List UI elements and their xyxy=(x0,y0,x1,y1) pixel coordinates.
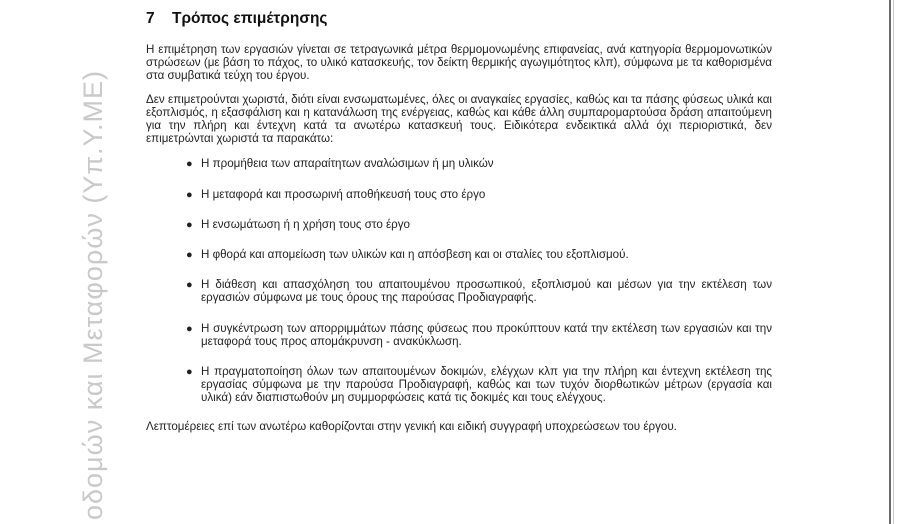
list-item-text: Η διάθεση και απασχόληση του απαιτουμένου προσωπικού, εξοπλισμού και μέσων για την εκτέλεση των εργασιών σύμφωνα με τους όρους της παρούσας Προδιαγραφής. xyxy=(201,278,772,305)
exclusions-list xyxy=(146,157,772,404)
bullet-icon: ● xyxy=(186,249,193,262)
section-title: Τρόπος επιμέτρησης xyxy=(172,10,328,27)
paragraph-measurement: Η επιμέτρηση των εργασιών γίνεται σε τετραγωνικά μέτρα θερμομονωμένης επιφανείας, ανά κατηγορία θερμομονωτικών στρώσεων (με βάση το πάχος, το υλικό κατασκευής, τον δείκτη θερμικής αγωγιμότητος κλπ), σύμφωνα με τα καθορισμένα στα συμβατικά τεύχη του έργου. xyxy=(146,43,772,83)
list-item xyxy=(146,157,772,170)
bullet-icon: ● xyxy=(186,322,193,335)
document-body xyxy=(146,10,772,433)
list-item xyxy=(146,248,772,261)
bullet-icon: ● xyxy=(186,158,193,171)
list-item-text: Η προμήθεια των απαραίτητων αναλώσιμων ή μη υλικών xyxy=(201,157,494,171)
list-item-text: Η πραγματοποίηση όλων των απαιτουμένων δοκιμών, ελέγχων κλπ για την πλήρη και έντεχνη εκτέλεση της εργασίας σύμφωνα με την παρούσα Προδιαγραφή, καθώς και των τυχόν διορθωτικών μέτρων (εργασία και υλικά) εάν διαπιστωθούν μη συμμορφώσεις κατά τις δοκιμές και τους ελέγχους. xyxy=(201,365,772,405)
bullet-icon: ● xyxy=(186,279,193,292)
bullet-icon: ● xyxy=(186,218,193,231)
paragraph-closing: Λεπτομέρειες επί των ανωτέρω καθορίζονται στην γενική και ειδική συγγραφή υποχρεώσεων του έργου. xyxy=(146,419,677,433)
list-item-text: Η μεταφορά και προσωρινή αποθήκευσή τους στο έργο xyxy=(201,187,486,201)
list-item xyxy=(146,278,772,304)
list-item xyxy=(146,322,772,348)
bullet-icon: ● xyxy=(186,366,193,379)
list-item-text: Η ενσωμάτωση ή η χρήση τους στο έργο xyxy=(201,217,410,231)
list-item-text: Η φθορά και απομείωση των υλικών και η απόσβεση και οι σταλίες του εξοπλισμού. xyxy=(201,248,629,262)
paragraph-not-measured: Δεν επιμετρούνται χωριστά, διότι είναι ενσωματωμένες, όλες οι αναγκαίες εργασίες, καθώς και τα πάσης φύσεως υλικά και εξοπλισμός, η εξασφάλιση και η κατανάλωση της ενέργειας, καθώς και κάθε άλλη συμπαρομαρτούσα δράση απαιτούμενη για την πλήρη και έντεχνη κατά τα ανωτέρω κατασκευή τους. Ειδικότερα ενδεικτικά αλλά όχι περιοριστικά, δεν επιμετρώνται χωριστά τα παρακάτω: xyxy=(146,92,772,146)
bullet-icon: ● xyxy=(186,188,193,201)
list-item xyxy=(146,365,772,405)
watermark-text: οδομών και Μεταφορών (Υπ.Υ.ΜΕ) xyxy=(78,69,108,520)
list-item xyxy=(146,218,772,231)
page-edge-line xyxy=(889,0,891,524)
section-number: 7 xyxy=(146,10,155,27)
list-item xyxy=(146,188,772,201)
section-heading xyxy=(146,10,772,28)
list-item-text: Η συγκέντρωση των απορριμμάτων πάσης φύσεως που προκύπτουν κατά την εκτέλεση των εργασιών και την μεταφορά τους προς απομάκρυνση - ανακύκλωση. xyxy=(201,321,772,348)
page-edge-shadow xyxy=(893,0,894,524)
